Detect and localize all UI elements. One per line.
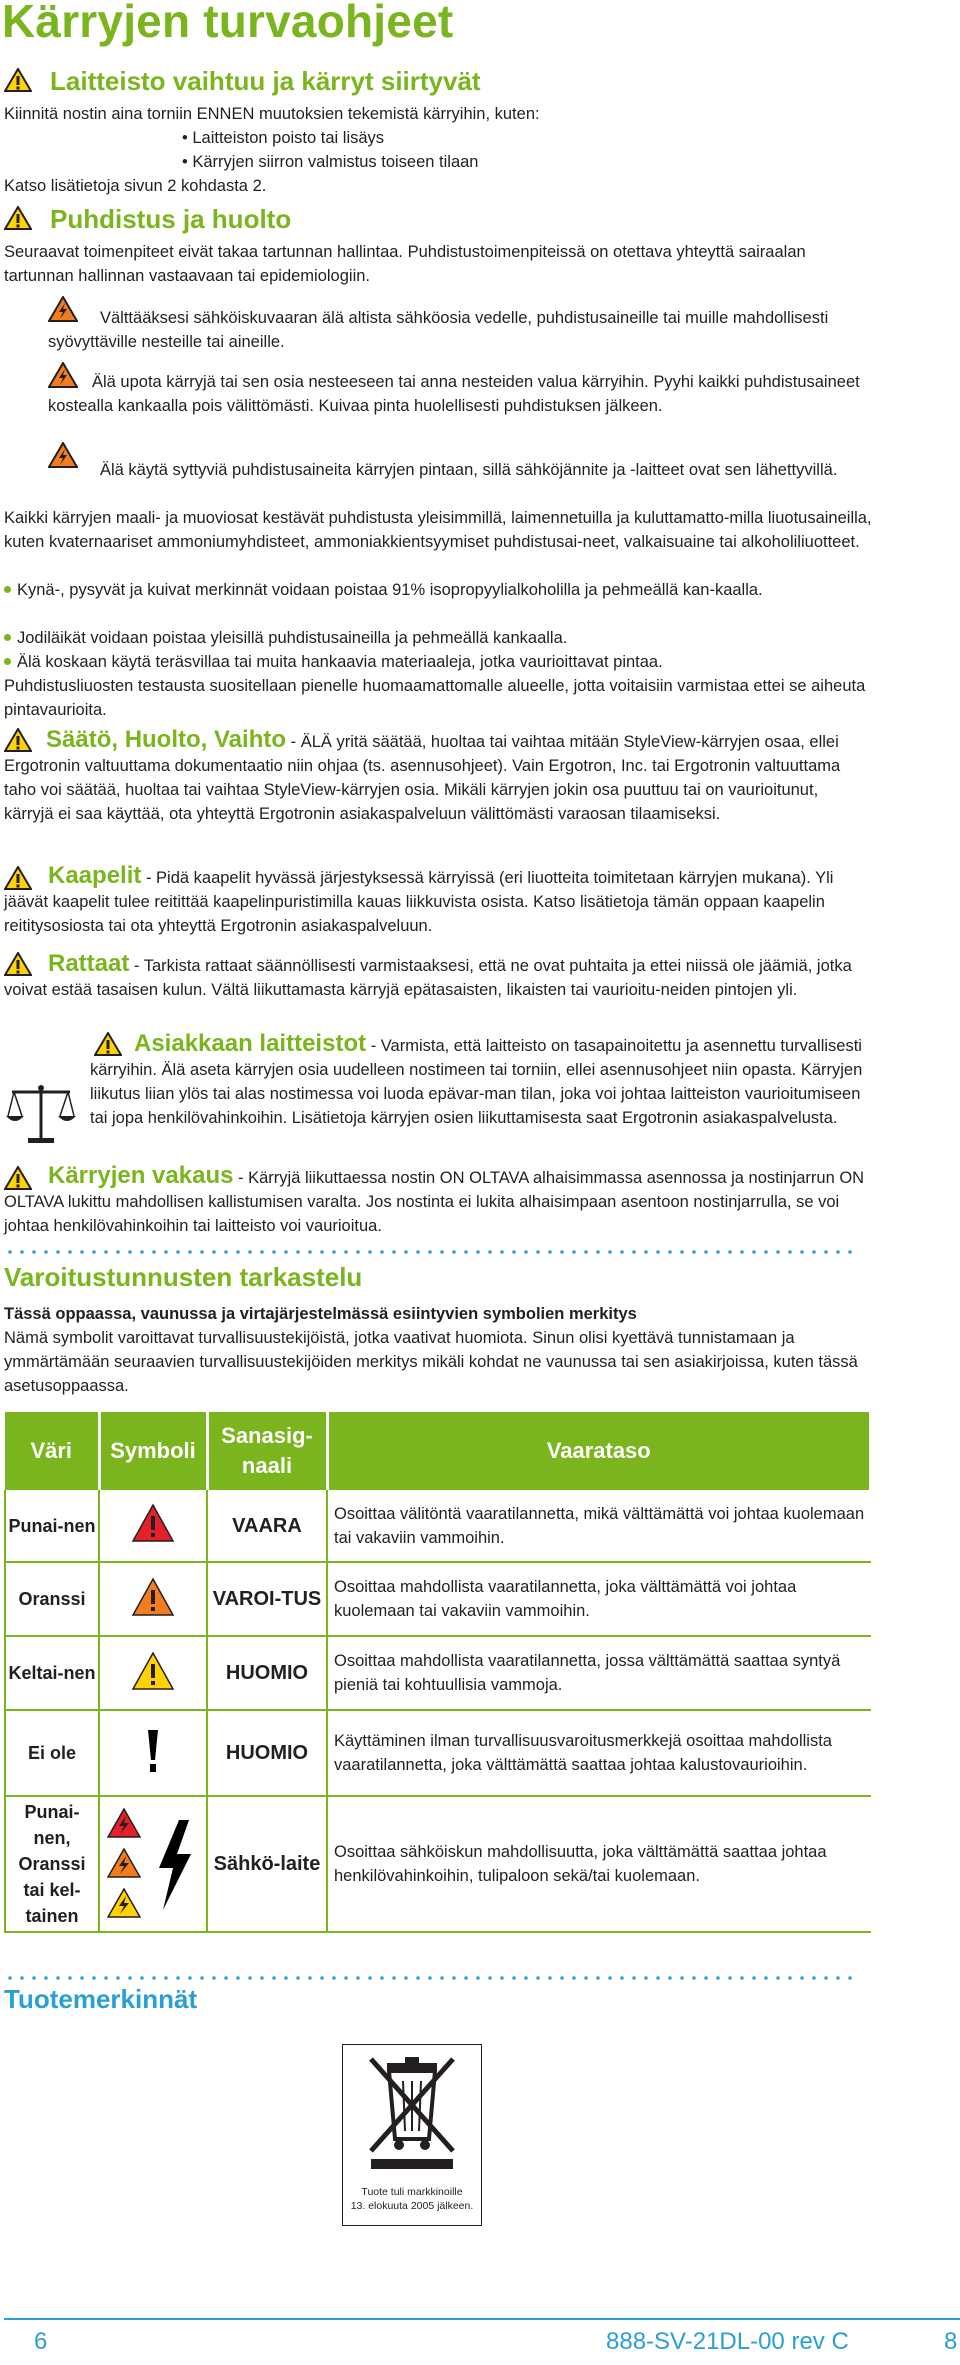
next-page-number: 8 [944,2328,958,2355]
signal-word-cell: HUOMIO [207,1710,327,1796]
electric-yellow-triangle-icon [107,1888,141,1918]
symbol-cell [99,1490,207,1562]
paragraph: Kärryjen vakaus - Kärryjä liikuttaessa nostin ON OLTAVA alhaisimmassa asennossa ja nostinjarrun ON OLTAVA lukittu mahdollisen kallistumisen varalta. Jos nostinta ei lukita alhaisimpaan asentoon nostinjarrulla, se voi johtaa henkilövahinkoihin tai laitteisto voi vaurioitua. [4,1162,865,1235]
signal-word-cell: Sähkö-laite [207,1796,327,1932]
bullet-item: Kynä-, pysyvät ja kuivat merkinnät voidaan poistaa 91% isopropyylialkoholilla ja pehmeällä kan-kaalla. [4,578,872,602]
description-cell: Osoittaa mahdollista vaaratilannetta, joka välttämättä voi johtaa kuolemaan tai vakaviin vammoihin. [327,1562,871,1636]
table-row [5,1710,871,1796]
exclamation-icon [143,1728,163,1774]
section-heading-stability: Kärryjen vakaus [48,1162,234,1189]
text-line: Kiinnitä nostin aina torniin ENNEN muutoksien tekemistä kärryihin, kuten: [4,105,540,123]
signal-word-cell: VAROI-TUS [207,1562,327,1636]
paragraph: Puhdistusliuosten testausta suositellaan pienelle huomaamattomalle alueelle, jotta voitaisiin varmistaa ettei se aiheuta pintavaurioita. [4,677,866,719]
section-heading-cleaning: Puhdistus ja huolto [50,204,292,234]
electric-red-triangle-icon [107,1808,141,1838]
table-header: Vaarataso [327,1412,871,1490]
paragraph: Seuraavat toimenpiteet eivät takaa tartunnan hallintaa. Puhdistustoimenpiteissä on otettava yhteyttä sairaalan tartunnan hallinnan vastaavaan tai epidemiologiin. [4,243,806,285]
electric-orange-triangle-icon [107,1848,141,1878]
paragraph: Kaikki kärryjen maali- ja muoviosat kestävät puhdistusta yleisimmillä, laimennetuilla ja kuluttamatto-milla liuotusaineilla, kuten kvaternaariset ammoniumyhdisteet, ammoniakkientsyymiset puhdistusai-neet, valkaisuaine tai alkoholiliuotteet. [4,509,872,551]
table-row [5,1796,871,1932]
color-cell: Punai-nen, Oranssi tai kel-tainen [5,1796,99,1932]
symbol-cell [99,1636,207,1710]
warning-text: Välttääksesi sähköiskuvaaran älä altista sähköosia vedelle, puhdistusaineille tai muille mahdollisesti syövyttäville nesteille tai aineille. [48,309,829,351]
text-line: Katso lisätietoja sivun 2 kohdasta 2. [4,177,267,195]
paragraph: Kaapelit - Pidä kaapelit hyvässä järjestyksessä kärryissä (eri liuotteita toimitetaan kärryjen mukana). Yli jäävät kaapelit tulee reitittää kaapelinpuristimilla kauas liikkuvista osista. Katso lisätietoja tämän oppaan kaapelin reititysosiosta tai ota yhteyttä Ergotronin asiakaspalveluun. [4,862,834,935]
page-number: 6 [34,2328,48,2355]
lightning-bolt-icon [155,1820,195,1910]
warning-text: Älä upota kärryjä tai sen osia nesteeseen tai anna nesteiden valua kärryihin. Pyyhi kaikki puhdistusaineet kostealla kankaalla pois välittömästi. Kuivaa pinta huolellisesti puhdistuksen jälkeen. [48,373,860,415]
section-heading-cables: Kaapelit [48,862,142,889]
table-header: Sanasig-naali [207,1412,327,1490]
warning-orange-triangle-icon [131,1577,175,1617]
description-cell: Osoittaa sähköiskun mahdollisuutta, joka välttämättä saattaa johtaa henkilövahinkoihin, tulipaloon sekä/tai kuolemaan. [327,1796,871,1932]
bullet-item: Jodiläikät voidaan poistaa yleisillä puhdistusaineilla ja pehmeällä kankaalla. [4,626,872,650]
section-heading-hardware: Laitteisto vaihtuu ja kärryt siirtyvät [50,66,481,96]
hazard-table [4,1412,872,1933]
weee-caption: Tuote tuli markkinoille [361,2186,463,2198]
description-cell: Osoittaa välitöntä vaaratilannetta, mikä välttämättä voi johtaa kuolemaan tai vakaviin vammoihin. [327,1490,871,1562]
color-cell: Punai-nen [5,1490,99,1562]
paragraph: Nämä symbolit varoittavat turvallisuustekijöistä, jotka vaativat huomiota. Sinun olisi kyettävä tunnistamaan ja ymmärtämään seuraavien turvallisuustekijöiden merkitys mikäli kohdat ne vaunussa tai sen asiakirjoissa, kuten tässä asetusoppaassa. [4,1329,858,1395]
description-cell: Osoittaa mahdollista vaaratilannetta, jossa välttämättä saattaa syntyä pieniä tai kohtuullisia vammoja. [327,1636,871,1710]
paragraph: Rattaat - Tarkista rattaat säännöllisesti varmistaaksesi, että ne ovat puhtaita ja ettei niissä ole jäämiä, jotka voivat estää tasaisen kulun. Vältä liikuttamasta kärryjä epätasaisten, likaisten tai vaurioitu-neiden pintojen yli. [4,950,852,999]
warning-text: Älä käytä syttyviä puhdistusaineita kärryjen pintaan, sillä sähköjännite ja -laitteet ovat sen lähettyvillä. [100,461,838,479]
document-code: 888-SV-21DL-00 rev C [606,2328,849,2355]
symbol-cell [99,1562,207,1636]
table-header: Symboli [99,1412,207,1490]
danger-triangle-icon [131,1503,175,1543]
weee-crossed-bin-icon [357,2053,467,2171]
signal-word-cell: VAARA [207,1490,327,1562]
bullet-item: • Laitteiston poisto tai lisäys [182,129,385,147]
dotted-divider [4,1250,860,1254]
color-cell: Keltai-nen [5,1636,99,1710]
footer-divider [4,2318,960,2320]
table-row [5,1636,871,1710]
page-title: Kärryjen turvaohjeet [2,0,454,47]
section-heading-casters: Rattaat [48,950,130,977]
section-heading-symbols: Varoitustunnusten tarkastelu [4,1262,363,1292]
warning-triangle-icon [4,206,32,230]
section-heading-customer-equipment: Asiakkaan laitteistot [134,1030,367,1057]
description-cell: Käyttäminen ilman turvallisuusvaroitusmerkkejä osoittaa mahdollista vaaratilannetta, joka välttämättä saattaa johtaa kalustovaurioihin. [327,1710,871,1796]
bullet-item: Älä koskaan käytä teräsvillaa tai muita hankaavia materiaaleja, jotka vaurioittavat pintaa. [4,650,872,674]
dotted-divider [4,1976,860,1980]
paragraph: Säätö, Huolto, Vaihto - ÄLÄ yritä säätää, huoltaa tai vaihtaa mitään StyleView-kärryjen osaa, ellei Ergotronin valtuuttama dokumentaatio niin ohjaa (ts. asennusohjeet). Vain Ergotron, Inc. tai Ergotronin valtuuttama taho voi säätää, huoltaa tai vaihtaa StyleView-kärryjen osia. Mikäli kärryjen jokin osa puuttuu tai on vaurioitunut, kärryjä ei saa käyttää, ota yhteyttä Ergotronin asiakaspalveluun välittömästi varaosan tilaamiseksi. [4,726,841,823]
symbol-cell [99,1710,207,1796]
section-heading-product-markings: Tuotemerkinnät [4,1984,198,2014]
color-cell: Ei ole [5,1710,99,1796]
weee-caption: 13. elokuuta 2005 jälkeen. [350,2200,474,2212]
subheading: Tässä oppaassa, vaunussa ja virtajärjestelmässä esiintyvien symbolien merkitys [4,1305,637,1323]
color-cell: Oranssi [5,1562,99,1636]
bullet-item: • Kärryjen siirron valmistus toiseen tilaan [182,153,479,171]
paragraph: Asiakkaan laitteistot - Varmista, että laitteisto on tasapainoitettu ja asennettu turvallisesti kärryihin. Älä aseta kärryjen osia uudelleen nostimeen tai torniin, ellei asennusohjeet niin opasta. Kärryjen liikutus liian ylös tai alas nostimessa voi luoda epävar-man tilan, joka voi johtaa laitteiston vaurioitumiseen tai jopa henkilövahinkoihin. Lisätietoja kärryjen osien liikuttamisesta saat Ergotronin asiakaspalvelusta. [90,1030,863,1127]
table-header: Väri [5,1412,99,1490]
warning-triangle-icon [4,68,32,92]
table-row [5,1490,871,1562]
symbol-cell [99,1796,207,1932]
table-row [5,1562,871,1636]
section-heading-adjust: Säätö, Huolto, Vaihto [46,726,287,753]
signal-word-cell: HUOMIO [207,1636,327,1710]
balance-scale-icon [6,1082,76,1146]
caution-yellow-triangle-icon [131,1651,175,1691]
weee-label [342,2044,482,2226]
